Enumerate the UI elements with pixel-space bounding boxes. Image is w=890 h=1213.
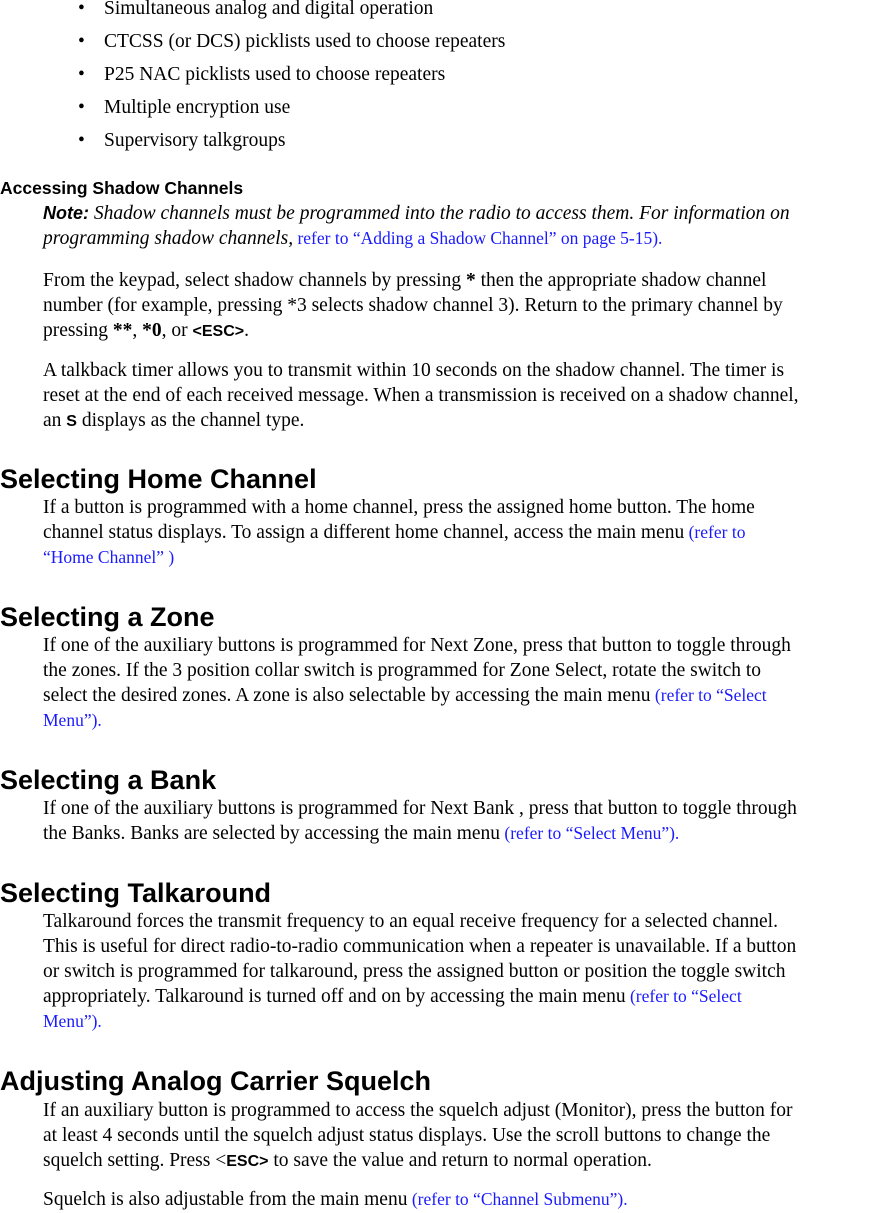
paragraph (43, 909, 890, 1034)
text-line: or switch is programmed for talkaround, press the assigned button or position the toggle switch (43, 961, 786, 982)
text-line: If an auxiliary button is programmed to access the squelch adjust (Monitor), press the button for (43, 1100, 793, 1121)
cross-reference-link[interactable]: Menu”). (43, 710, 102, 730)
subsection-heading-shadow-channels: Accessing Shadow Channels (0, 178, 244, 198)
paragraph (43, 1187, 890, 1212)
text: . (244, 320, 249, 341)
bullet-icon: • (78, 130, 85, 151)
list-item-text: CTCSS (or DCS) picklists used to choose repeaters (104, 31, 506, 52)
list-item (78, 97, 290, 119)
cross-reference-link[interactable]: Menu”). (43, 1011, 102, 1031)
paragraph (43, 268, 890, 344)
text-line: at least 4 seconds until the squelch adjust status displays. Use the scroll buttons to change the (43, 1125, 771, 1146)
text: From the keypad, select shadow channels by pressing (43, 270, 466, 291)
text-line: Talkaround forces the transmit frequency to an equal receive frequency for a selected channel. (43, 911, 778, 932)
list-item-text: Supervisory talkgroups (104, 130, 286, 151)
text-line: If one of the auxiliary buttons is programmed for Next Zone, press that button to toggle through (43, 635, 791, 656)
paragraph (43, 358, 890, 434)
text: an (43, 410, 67, 431)
text: select the desired zones. A zone is also selectable by accessing the main menu (43, 685, 651, 706)
esc-key-text: <ESC> (192, 323, 245, 340)
bullet-icon: • (78, 31, 85, 52)
note-text: Shadow channels must be programmed into the radio to access them. For information on (89, 203, 790, 224)
list-item (78, 64, 445, 86)
section-heading-home-channel: Selecting Home Channel (0, 464, 317, 494)
text: , (132, 320, 143, 341)
text: pressing (43, 320, 113, 341)
paragraph (43, 1098, 890, 1174)
text-line: A talkback timer allows you to transmit within 10 seconds on the shadow channel. The timer is (43, 360, 785, 381)
paragraph (43, 796, 890, 846)
key-text: *0 (142, 320, 162, 341)
key-text: * (465, 270, 476, 291)
text: squelch setting. Press < (43, 1150, 227, 1171)
text-line: reset at the end of each received message. When a transmission is received on a shadow channel, (43, 385, 799, 406)
text: then the appropriate shadow channel (475, 270, 767, 291)
paragraph (43, 495, 890, 570)
list-item-text: Multiple encryption use (104, 97, 291, 118)
cross-reference-link[interactable]: (refer to “Channel Submenu”). (407, 1189, 628, 1209)
text: Squelch is also adjustable from the main menu (43, 1189, 408, 1210)
cross-reference-link[interactable]: (refer to “Select (625, 986, 742, 1006)
list-item-text: Simultaneous analog and digital operation (104, 0, 434, 19)
bullet-icon: • (78, 0, 85, 19)
bullet-icon: • (78, 97, 85, 118)
text-line: This is useful for direct radio-to-radio communication when a repeater is unavailable. If a button (43, 936, 797, 957)
text: , or (161, 320, 193, 341)
bullet-icon: • (78, 64, 85, 85)
cross-reference-link[interactable]: (refer to (684, 522, 746, 542)
text-line: the zones. If the 3 position collar switch is programmed for Zone Select, rotate the switch to (43, 660, 762, 681)
list-item (78, 130, 285, 152)
paragraph (43, 633, 890, 733)
channel-type-key-text: S (66, 413, 77, 430)
list-item-text: P25 NAC picklists used to choose repeaters (104, 64, 446, 85)
note-label: Note: (43, 203, 89, 223)
list-item (78, 0, 433, 20)
cross-reference-link[interactable]: (refer to “Select (650, 685, 767, 705)
esc-key-text: ESC> (226, 1153, 269, 1170)
list-item (78, 31, 505, 53)
text: displays as the channel type. (76, 410, 305, 431)
section-heading-bank: Selecting a Bank (0, 765, 217, 795)
text-line: number (for example, pressing *3 selects shadow channel 3). Return to the primary channel by (43, 295, 783, 316)
cross-reference-link[interactable]: “Home Channel” ) (43, 547, 175, 567)
text-line: If one of the auxiliary buttons is programmed for Next Bank , press that button to toggle through (43, 798, 797, 819)
text: channel status displays. To assign a different home channel, access the main menu (43, 522, 685, 543)
cross-reference-link[interactable]: refer to “Adding a Shadow Channel” on page 5-15). (293, 228, 663, 248)
key-text: ** (112, 320, 133, 341)
note-paragraph (43, 201, 890, 251)
section-heading-talkaround: Selecting Talkaround (0, 878, 272, 908)
section-heading-squelch: Adjusting Analog Carrier Squelch (0, 1066, 432, 1096)
text-line: If a button is programmed with a home channel, press the assigned home button. The home (43, 497, 755, 518)
text: appropriately. Talkaround is turned off and on by accessing the main menu (43, 986, 626, 1007)
text: the Banks. Banks are selected by accessing the main menu (43, 823, 501, 844)
text: to save the value and return to normal operation. (268, 1150, 652, 1171)
note-text: programming shadow channels, (43, 228, 294, 249)
cross-reference-link[interactable]: (refer to “Select Menu”). (500, 823, 680, 843)
section-heading-zone: Selecting a Zone (0, 602, 215, 632)
